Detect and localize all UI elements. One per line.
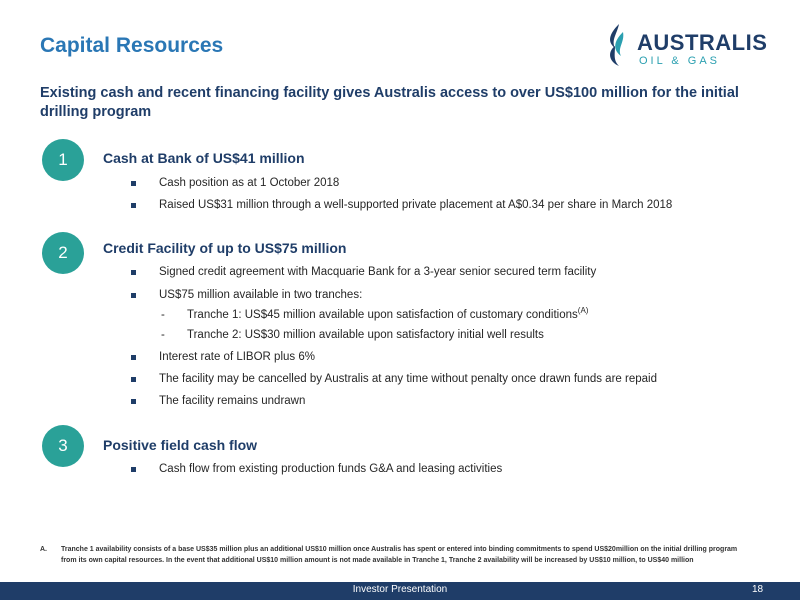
flame-logo-icon xyxy=(603,22,633,68)
section-number-1: 1 xyxy=(42,139,84,181)
footer-bar xyxy=(0,582,800,600)
bullet-square-icon xyxy=(131,181,136,186)
section-number-2: 2 xyxy=(42,232,84,274)
bullet-square-icon xyxy=(131,203,136,208)
company-logo xyxy=(603,22,768,72)
footnote-text: Tranche 1 availability consists of a base US$35 million plus an additional US$10 million once Australis has spent or entered into binding commitments to spend US$20million on the initial drilling program from its own capital resources. In the event that additional US$10 million amount is not made available in Tranche 1, Tranche 2 availability will be increased by US$10 million, to US$40 million xyxy=(61,546,738,564)
footer-label: Investor Presentation xyxy=(352,584,448,595)
section-heading-2: Credit Facility of up to US$75 million xyxy=(103,240,347,256)
bullet-square-icon xyxy=(131,467,136,472)
bullet-square-icon xyxy=(131,270,136,275)
section-number-3: 3 xyxy=(42,425,84,467)
slide-subtitle: Existing cash and recent financing facility gives Australis access to over US$100 million for the initial drilling program xyxy=(40,85,739,120)
logo-name: AUSTRALIS xyxy=(637,30,768,55)
logo-subtitle: OIL & GAS xyxy=(639,55,721,67)
page-number: 18 xyxy=(752,584,764,595)
bullet-square-icon xyxy=(131,377,136,382)
footnote-label: A. xyxy=(40,546,47,553)
bullet-square-icon xyxy=(131,399,136,404)
section-heading-3: Positive field cash flow xyxy=(103,437,258,453)
bullet-square-icon xyxy=(131,293,136,298)
section-heading-1: Cash at Bank of US$41 million xyxy=(103,150,305,166)
bullet-square-icon xyxy=(131,355,136,360)
page-title: Capital Resources xyxy=(40,34,224,57)
